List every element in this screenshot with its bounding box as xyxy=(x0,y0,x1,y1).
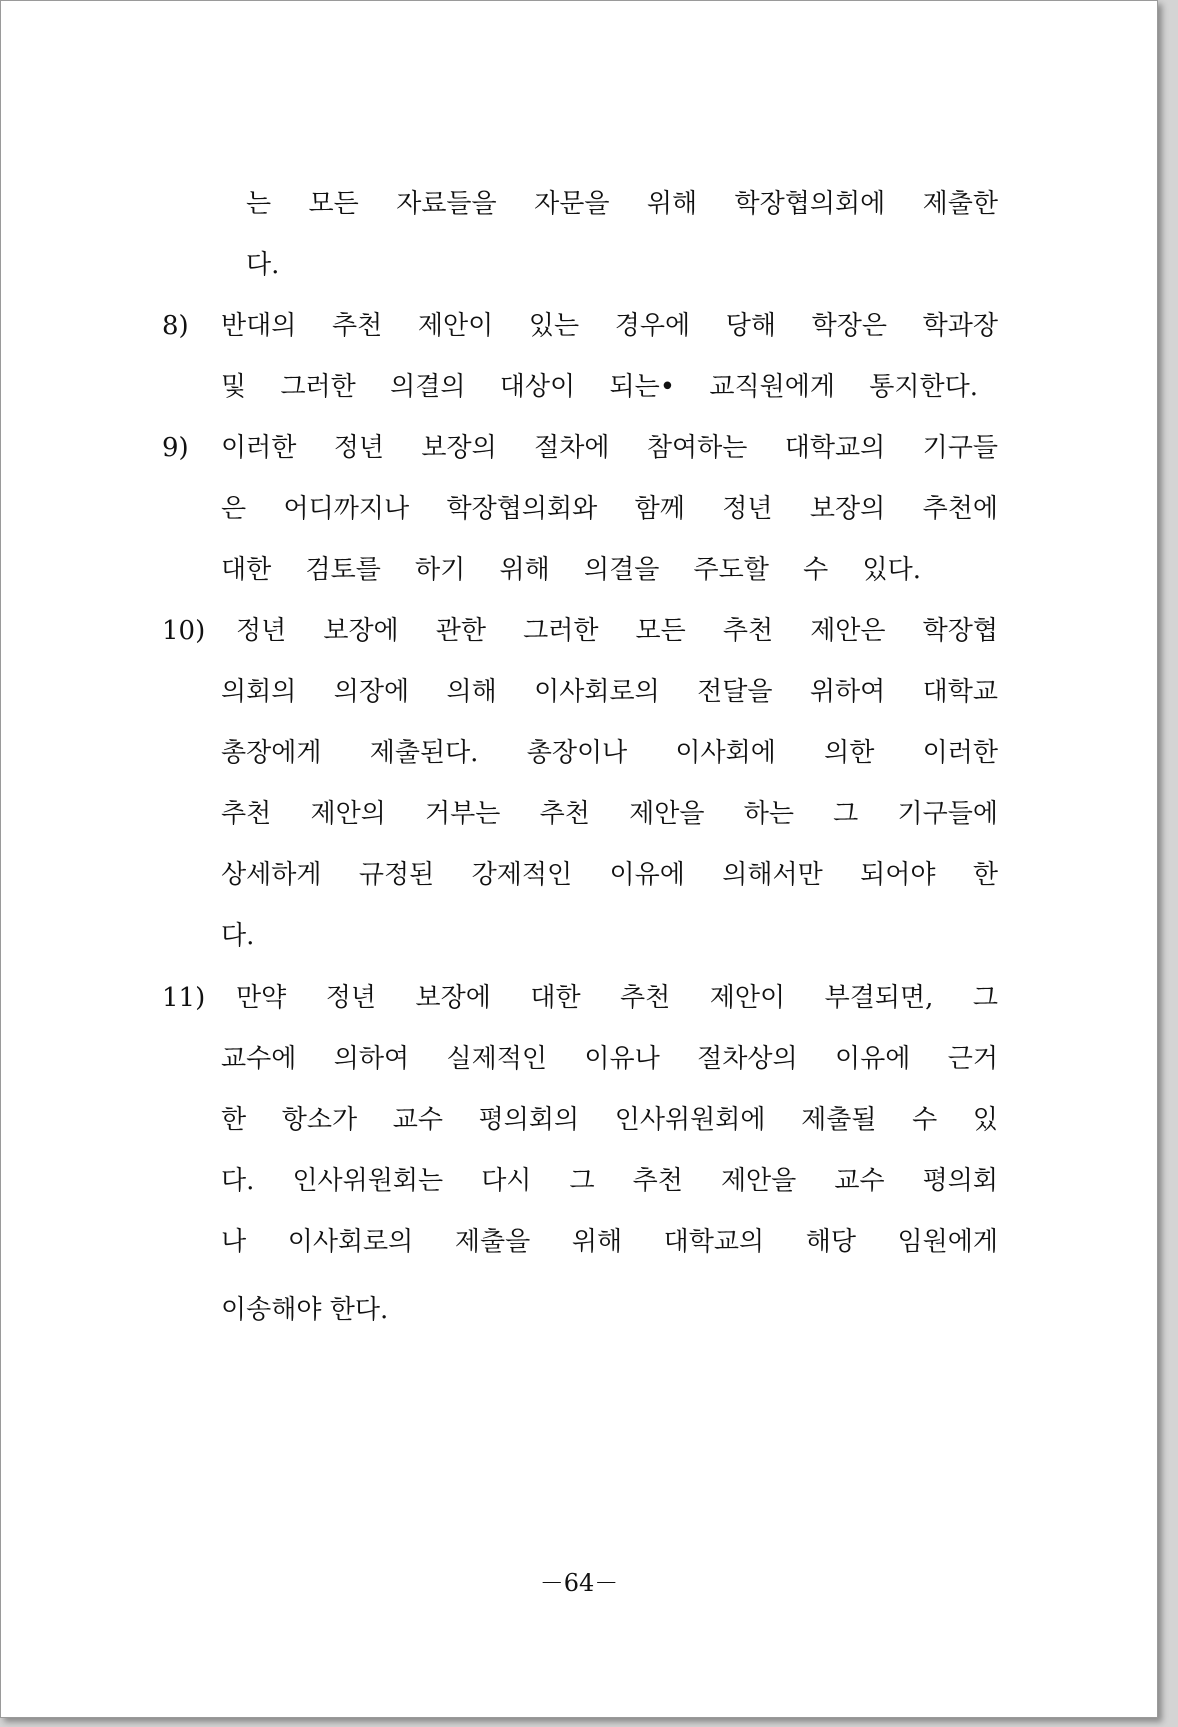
body-line: 한 항소가 교수 평의회의 인사위원회에 제출될 수 있 xyxy=(221,1105,998,1135)
item-number: 11) xyxy=(162,983,206,1013)
item-number: 10) xyxy=(162,616,206,646)
body-line: 만약 정년 보장에 대한 추천 제안이 부결되면, 그 xyxy=(236,983,998,1013)
item-number: 8) xyxy=(162,311,189,341)
body-line: 은 어디까지나 학장협의회와 함께 정년 보장의 추천에 xyxy=(221,494,998,524)
body-line: 및 그러한 의결의 대상이 되는• 교직원에게 통지한다. xyxy=(221,372,978,402)
body-line: 다. xyxy=(221,921,255,951)
body-line: 반대의 추천 제안이 있는 경우에 당해 학장은 학과장 xyxy=(221,311,998,341)
body-line: 교수에 의하여 실제적인 이유나 절차상의 이유에 근거 xyxy=(221,1044,998,1074)
body-line: 의회의 의장에 의해 이사회로의 전달을 위하여 대학교 xyxy=(221,677,998,707)
body-line: 나 이사회로의 제출을 위해 대학교의 해당 임원에게 xyxy=(221,1227,998,1257)
body-line: 대한 검토를 하기 위해 의결을 주도할 수 있다. xyxy=(221,555,921,585)
item-number: 9) xyxy=(162,433,189,463)
body-line: 다. xyxy=(246,250,280,280)
body-line: 정년 보장에 관한 그러한 모든 추천 제안은 학장협 xyxy=(236,616,998,646)
body-line: 총장에게 제출된다. 총장이나 이사회에 의한 이러한 xyxy=(221,738,998,768)
body-line: 이송해야 한다. xyxy=(221,1295,389,1325)
body-line: 추천 제안의 거부는 추천 제안을 하는 그 기구들에 xyxy=(221,799,998,829)
body-line: 이러한 정년 보장의 절차에 참여하는 대학교의 기구들 xyxy=(221,433,998,463)
page-number: －64－ xyxy=(539,1569,619,1597)
body-line: 는 모든 자료들을 자문을 위해 학장협의회에 제출한 xyxy=(246,189,998,219)
body-line: 다. 인사위원회는 다시 그 추천 제안을 교수 평의회 xyxy=(221,1166,998,1196)
body-line: 상세하게 규정된 강제적인 이유에 의해서만 되어야 한 xyxy=(221,860,998,890)
